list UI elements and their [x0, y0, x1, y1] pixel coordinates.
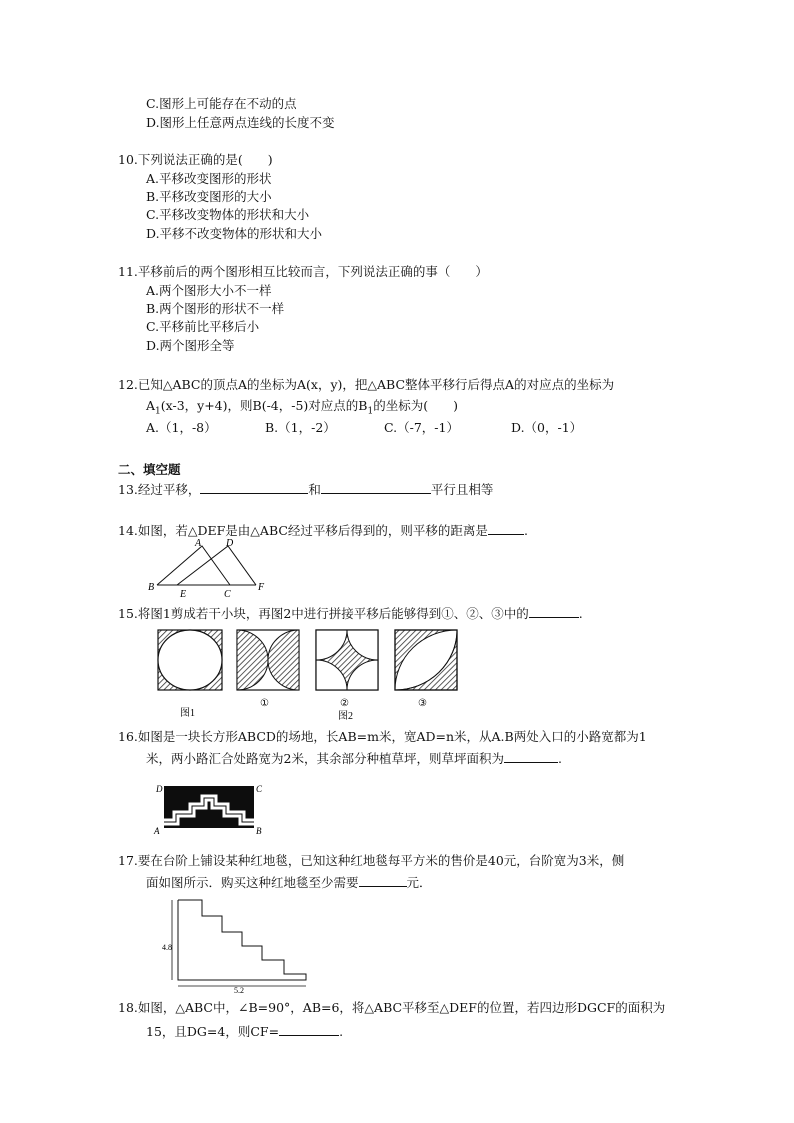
q17-stairs-figure: [160, 894, 320, 995]
q12-option-a: A.（1，-8）: [146, 420, 217, 435]
q9-option-c: C.图形上可能存在不动的点: [146, 96, 297, 111]
q11-option-d: D.两个图形全等: [146, 338, 235, 353]
q16-line2: 米，两小路汇合处路宽为2米，其余部分种植草坪，则草坪面积为 .: [146, 751, 562, 766]
figure-option-1: [237, 630, 299, 690]
label-fig1: 图1: [180, 708, 195, 719]
label-b: B: [148, 582, 155, 593]
q17-line2: 面如图所示．购买这种红地毯至少需要 元．: [146, 875, 432, 890]
figure-option-3: [395, 630, 457, 690]
label-c: C: [224, 589, 231, 600]
q17-line1: 17.要在台阶上铺设某种红地毯，已知这种红地毯每平方米的售价是40元，台阶宽为3米，侧: [118, 853, 625, 868]
q10-option-d: D.平移不改变物体的形状和大小: [146, 226, 323, 241]
q14-triangle-figure: [140, 538, 270, 600]
q18-line1: 18.如图，△ABC中，∠B=90°，AB=6，将△ABC平移至△DEF的位置，若四边形DGCF的面积为: [118, 1000, 666, 1015]
q11-option-c: C.平移前比平移后小: [146, 319, 260, 334]
q11-option-b: B.两个图形的形状不一样: [146, 301, 285, 316]
q10-stem: 10.下列说法正确的是( ): [118, 152, 273, 167]
q12-option-d: D.（0，-1）: [511, 420, 583, 435]
q16-blank[interactable]: [504, 749, 558, 763]
q13-blank-2[interactable]: [321, 480, 431, 494]
label-f: F: [258, 582, 265, 593]
q9-option-d: D.图形上任意两点连线的长度不变: [146, 115, 335, 130]
q10-option-a: A.平移改变图形的形状: [146, 171, 272, 186]
q16-line1: 16.如图是一块长方形ABCD的场地，长AB=m米，宽AD=n米，从A.B两处入口的小路宽都为1: [118, 729, 647, 744]
label-option-3: ③: [418, 698, 427, 709]
q13-blank-1[interactable]: [200, 480, 308, 494]
q14-text: 14.如图，若△DEF是由△ABC经过平移后得到的，则平移的距离是 .: [118, 523, 528, 538]
q11-stem: 11.平移前后的两个图形相互比较而言，下列说法正确的事（ ）: [118, 264, 488, 279]
q15-text: 15.将图1剪成若干小块，再图2中进行拼接平移后能够得到①、②、③中的 .: [118, 606, 583, 621]
q12-option-c: C.（-7，-1）: [384, 420, 459, 435]
q12-stem: 12.已知△ABC的顶点A的坐标为A(x，y)，把△ABC整体平移行后得点A的对应点的坐标为: [118, 377, 615, 392]
label-a: A: [195, 538, 202, 549]
label-option-2: ②: [340, 698, 349, 709]
section-title: 二、填空题: [118, 462, 181, 477]
q10-option-b: B.平移改变图形的大小: [146, 189, 272, 204]
label-e: E: [180, 589, 187, 600]
label-a: A: [154, 826, 160, 836]
q10-option-c: C.平移改变物体的形状和大小: [146, 207, 310, 222]
figure-1: [158, 630, 222, 690]
q14-blank[interactable]: [488, 521, 524, 535]
q18-blank[interactable]: [279, 1022, 339, 1036]
q13-text: 13.经过平移， 和 平行且相等: [118, 482, 494, 497]
q11-option-a: A.两个图形大小不一样: [146, 283, 272, 298]
label-fig2: 图2: [338, 711, 353, 722]
q16-field-figure: [150, 780, 270, 836]
width-label: 5.2: [234, 986, 244, 995]
label-b: B: [256, 826, 262, 836]
q15-figures: [150, 624, 470, 724]
q15-blank[interactable]: [529, 604, 579, 618]
q17-blank[interactable]: [359, 873, 407, 887]
height-label: 4.8: [162, 943, 172, 952]
q12-stem-line2: $A_1(x-3$，y+4)，则B(-4，-5)对应点的$B_1$的坐标为( ): [146, 398, 458, 417]
figure-option-2: [316, 630, 378, 690]
label-c: C: [256, 784, 263, 794]
q18-line2: 15，且DG=4，则CF= .: [146, 1024, 344, 1039]
label-d: D: [226, 538, 234, 549]
label-d: D: [156, 784, 163, 794]
q12-option-b: B.（1，-2）: [265, 420, 336, 435]
label-option-1: ①: [260, 698, 269, 709]
